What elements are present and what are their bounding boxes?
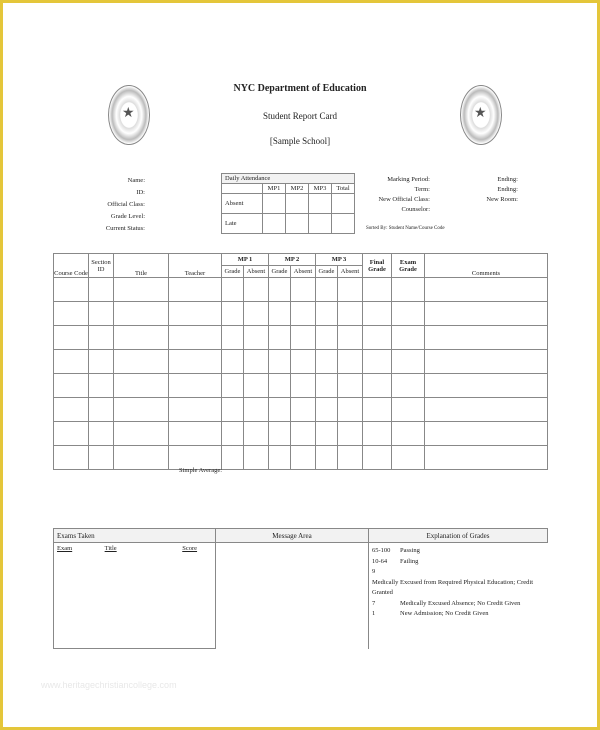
page-subtitle: Student Report Card	[263, 111, 337, 121]
report-card-page	[3, 3, 597, 727]
page-title: NYC Department of Education	[233, 83, 367, 94]
mp3-absent: Absent	[338, 266, 363, 278]
att-col-total: Total	[332, 184, 355, 194]
table-row	[54, 350, 548, 374]
col-final-grade: Final Grade	[363, 254, 392, 278]
grades-table	[53, 253, 548, 470]
grades-explanation	[369, 543, 548, 649]
col-comments: Comments	[425, 254, 548, 278]
label-current-status: Current Status:	[105, 225, 145, 232]
mp2-absent: Absent	[291, 266, 316, 278]
bottom-table	[53, 528, 548, 649]
col-course-code: Course Code	[54, 254, 89, 278]
mp1-grade: Grade	[222, 266, 244, 278]
table-row	[54, 422, 548, 446]
col-title: Title	[114, 254, 169, 278]
col-mp1: MP 1	[222, 254, 269, 266]
grade-item: 9Medically Excused from Required Physical Education; Credit Granted	[372, 568, 534, 596]
table-row	[54, 278, 548, 302]
label-official-class: Official Class:	[107, 201, 145, 208]
label-counselor: Counselor:	[401, 206, 430, 213]
label-marking-period: Marking Period:	[387, 176, 430, 183]
col-teacher: Teacher	[169, 254, 222, 278]
mp3-grade: Grade	[316, 266, 338, 278]
grade-item: 1 New Admission; No Credit Given	[372, 610, 489, 617]
grade-item: 10-64 Failing	[372, 557, 419, 565]
message-area-title: Message Area	[216, 529, 369, 543]
col-mp3: MP 3	[316, 254, 363, 266]
att-col-mp3: MP3	[309, 184, 332, 194]
exam-col-exam: Exam	[57, 545, 73, 552]
term-labels	[358, 175, 430, 215]
exam-col-score: Score	[182, 545, 198, 552]
label-name: Name:	[127, 177, 145, 184]
att-col-mp1: MP1	[263, 184, 286, 194]
col-exam-grade: Exam Grade	[392, 254, 425, 278]
label-grade-level: Grade Level:	[110, 213, 145, 220]
table-row	[54, 326, 548, 350]
exams-taken-area	[54, 543, 216, 649]
table-row	[54, 446, 548, 470]
table-row	[54, 374, 548, 398]
grade-item: 65-100 Passing	[372, 547, 420, 554]
exam-col-title: Title	[104, 545, 117, 552]
grade-item: 7 Medically Excused Absence; No Credit Given	[372, 599, 521, 607]
attendance-title: Daily Attendance	[222, 174, 355, 184]
message-area	[216, 543, 369, 649]
sorted-by-note: Sorted By: Student Name/Course Code	[366, 226, 445, 231]
mp1-absent: Absent	[244, 266, 269, 278]
table-row	[54, 302, 548, 326]
att-col-mp2: MP2	[286, 184, 309, 194]
label-new-official-class: New Official Class:	[378, 196, 430, 203]
label-new-room: New Room:	[486, 196, 518, 203]
ending-labels	[473, 175, 518, 205]
table-row	[54, 398, 548, 422]
mp2-grade: Grade	[269, 266, 291, 278]
label-id: ID:	[136, 189, 145, 196]
school-name: [Sample School]	[269, 136, 331, 146]
col-mp2: MP 2	[269, 254, 316, 266]
exams-taken-title: Exams Taken	[54, 529, 216, 543]
watermark-text: www.heritagechristiancollege.com	[41, 680, 177, 690]
att-row-late: Late	[222, 214, 263, 234]
student-info-labels	[73, 175, 145, 235]
explanation-title: Explanation of Grades	[369, 529, 548, 543]
attendance-table	[221, 173, 355, 234]
label-term: Term:	[414, 186, 430, 193]
col-section-id: Section ID	[89, 254, 114, 278]
simple-average-label: Simple Average:	[179, 467, 223, 474]
label-ending-2: Ending:	[497, 186, 518, 193]
att-row-absent: Absent	[222, 194, 263, 214]
label-ending-1: Ending:	[497, 176, 518, 183]
